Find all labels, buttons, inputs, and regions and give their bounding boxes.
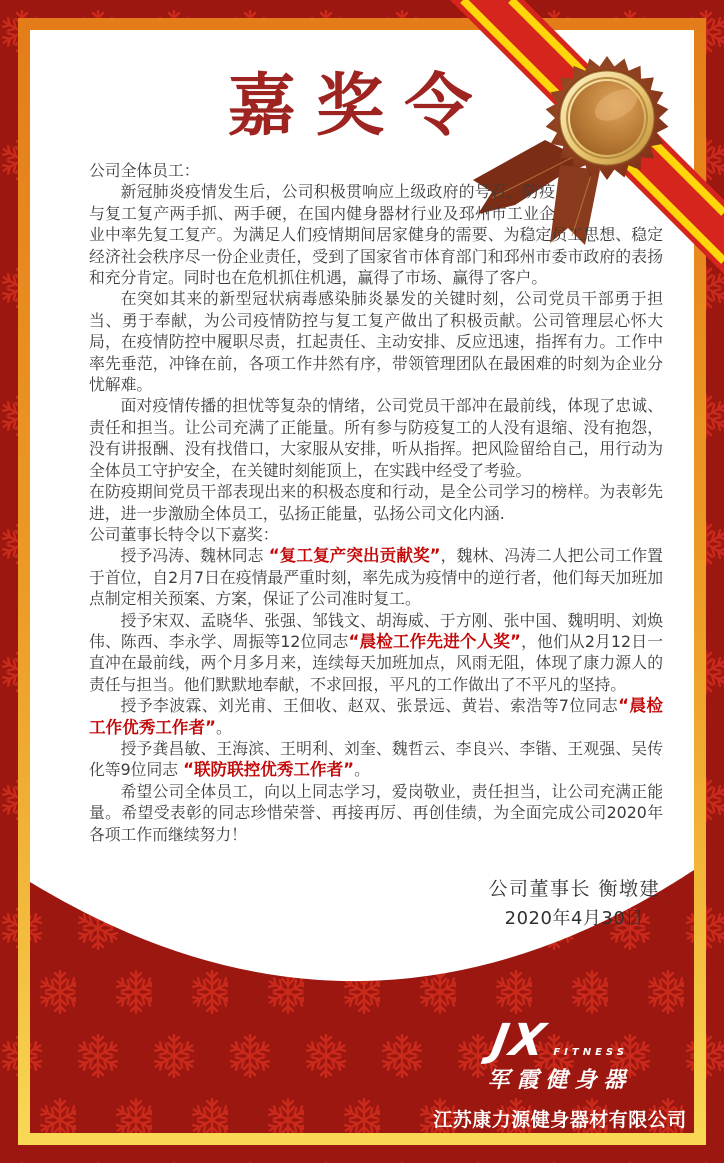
paragraph-text: 授予李波霖、刘光甫、王佃收、赵双、张景远、黄岩、索浩等7位同志 [120,696,619,716]
paragraph-text: ，魏林、冯涛二人把公司工作置于首位，自2月7日在疫情最严重时刻，率先成为疫情中的逆行者，他们每天加班加点制定相关预案、方案，保证了公司准时复工。 [89,546,663,609]
award-name: “联防联控优秀工作者” [183,760,355,780]
paragraph [89,545,663,609]
paragraph [89,610,663,696]
paragraph-text: 授予冯涛、魏林同志 [120,546,269,566]
paragraph-text: 希望公司全体员工，向以上同志学习，爱岗敬业，责任担当，让公司充满正能量。希望受表彰的同志珍惜荣誉、再接再厉、再创佳绩，为全面完成公司2020年各项工作而继续努力！ [89,781,663,844]
salutation: 公司全体员工： [89,161,200,180]
paragraph [89,695,663,738]
paragraph-text: 。 [215,717,232,737]
paragraph-text: 在防疫期间党员干部表现出来的积极态度和行动，是全公司学习的榜样。为表彰先进，进一步激励全体员工，弘扬正能量，弘扬公司文化内涵. [89,482,663,523]
paragraph-text: 。 [354,760,370,780]
signature-block [488,874,660,930]
logo-fitness-label: FITNESS [553,1047,628,1058]
signature-date: 2020年4月30日 [504,908,644,929]
paragraph [89,481,663,524]
paragraph-text: 新冠肺炎疫情发生后，公司积极贯响应上级政府的号召，防疫与复工复产两手抓、两手硬，在国内健身器材行业及邳州市工业企业中率先复工复产。为满足人们疫情期间居家健身的需要、为稳定员工思想、稳定经济社会秩序尽一份企业责任，受到了国家省市体育部门和邳州市委市政府的表扬和充分肯定。同时也在危机抓住机遇，赢得了市场、赢得了客户。 [89,182,663,288]
paragraph [89,524,663,545]
paragraph [89,395,663,481]
award-name: “复工复产突出贡献奖” [268,546,441,566]
paragraph-text: 在突如其来的新型冠状病毒感染肺炎暴发的关键时刻，公司党员干部勇于担当、勇于奉献，为公司疫情防控与复工复产做出了积极贡献。公司管理层心怀大局，在疫情防控中履职尽责，扛起责任、主动安排、反应迅速，指挥有力。工作中率先垂范，冲锋在前，各项工作井然有序，带领管理团队在最困难的时刻为企业分忧解难。 [89,289,663,395]
company-name: 江苏康力源健身器材有限公司 [433,1109,687,1131]
signer-name: 公司董事长 衡墩建 [488,878,660,900]
paragraph [89,738,663,781]
footer-logo-block [418,1015,702,1132]
brand-logo [418,1015,702,1066]
paragraph-text: 公司董事长特令以下嘉奖： [89,524,279,544]
paragraph [89,288,663,395]
paragraph-text: 授予龚昌敏、王海滨、王明利、刘奎、魏哲云、李良兴、李锴、王观强、吴传化等9位同志 [89,738,663,780]
award-name: “晨检工作优秀工作者” [89,696,663,737]
brand-name-cn: 军霞健身器 [487,1068,633,1093]
paragraph-text: ，他们从2月12日一直冲在最前线，两个月多月来，连续每天加班加点，风雨无阻，体现了康力源人的责任与担当。他们默默地奉献，不求回报，平凡的工作做出了不平凡的坚持。 [89,631,663,694]
jx-logo-icon: JX [487,1015,551,1066]
paragraph-text: 面对疫情传播的担忧等复杂的情绪，公司党员干部冲在最前线，体现了忠诚、责任和担当。让公司充满了正能量。所有参与防疫复工的人没有退缩、没有抱怨，没有讲报酬、没有找借口，大家服从安排，听从指挥。把风险留给自己，用行动为全体员工守护安全，在关键时刻能顶上，在实践中经受了考验。 [89,396,663,480]
page-title: 嘉奖令 [227,66,493,146]
award-name: “晨检工作先进个人奖” [348,631,521,651]
medal-text-wrap-spacer [555,160,663,224]
paragraph [89,781,663,845]
paragraph-text: 授予宋双、孟晓华、张强、邹钱文、胡海威、于方刚、张中国、魏明明、刘焕伟、陈西、李永学、周振等12位同志 [89,610,663,651]
body-text [89,160,663,845]
